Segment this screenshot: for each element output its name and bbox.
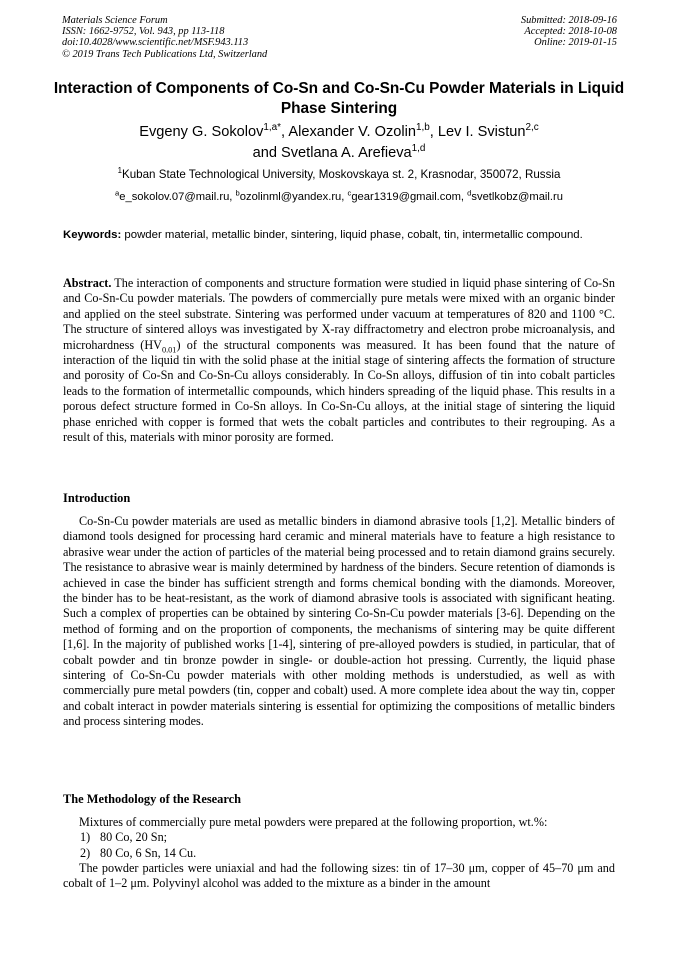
journal-name: Materials Science Forum [62,15,168,26]
author-name: Evgeny G. Sokolov [139,124,264,140]
submitted-date: Submitted: 2018-09-16 [520,15,617,26]
list-item: 1) 80 Co, 20 Sn; [80,830,168,844]
list-number: 2) [80,846,91,860]
copyright-line: © 2019 Trans Tech Publications Ltd, Switzerland [62,48,268,60]
paper-title: Interaction of Components of Co-Sn and Co-Sn-Cu Powder Materials in Liquid Phase Sintering [53,80,625,117]
introduction-paragraph: Co-Sn-Cu powder materials are used as metallic binders in diamond abrasive tools [1,2]. Metallic binders of diamond tools designed for processing hard ceramic and mineral materials have to feature a high resistance to abrasive wear under the action of particles of the material being processed and to retain diamond grains securely. The resistance to abrasive wear is mainly determined by hardness of the binders. Secure retention of diamonds is achieved in case the binder has sufficient strength and forms chemical bonding with the diamonds. Moreover, the binder has to be heat-resistant, as the work of diamond abrasive tools is associated with significant heating. Such a complex of properties can be obtained by sintering Co-Sn-Cu powder materials [3-6]. Depending on the method of forming and on the proportion of components, the mechanisms of sintering may be quite different [1,6]. In the majority of published works [1-4], sintering of pre-alloyed powders is studied, in particular, that of cobalt powder and tin bronze powder in single- or double-action hot pressing. Currently, the liquid phase sintering of Co-Sn-Cu powder materials with other molding methods is understudied, as well as with commercially pure metal powders (tin, copper and cobalt) used. A more complete idea about the way tin, copper and cobalt interact in powder materials sintering is essential for optimizing the compositions of metallic binders and process sintering modes. [63,514,615,729]
email-link[interactable]: e_sokolov.07@mail.ru, [119,191,236,203]
email-link[interactable]: ozolinml@yandex.ru, [239,191,348,203]
list-number: 1) [80,830,91,844]
dates-header [521,15,617,49]
author-list: Evgeny G. Sokolov$^{1,a*}$, Alexander V. Ozolin$^{1,b}$, Lev I. Svistun$^{2,c}$ and Svetlana A. Arefieva$^{1,d}$ [139,122,539,161]
methodology-paragraph: The powder particles were uniaxial and had the following sizes: tin of 17–30 μm, copper of 45–70 μm and cobalt of 1–2 μm. Polyvinyl alcohol was added to the mixture as a binder in the amount [63,861,615,891]
email-link[interactable]: gear1319@gmail.com, [351,191,468,203]
author-affiliation-mark: 1,d [411,143,426,155]
abstract-label: Abstract. [63,276,112,290]
author-emails: $^a$e_sokolov.07@mail.ru, $^b$ozolinml@yandex.ru, $^c$gear1319@gmail.com, $^d$svetlkobz@mail.ru [115,188,563,203]
author-affiliation-mark: 2,c [525,122,539,134]
author-name: Lev I. Svistun [437,124,526,140]
author-name: and Svetlana A. Arefieva [252,145,412,161]
keywords [63,228,615,242]
section-heading-methodology: The Methodology of the Research [63,792,242,806]
issn-line: ISSN: 1662-9752, Vol. 943, pp 113-118 [62,26,225,38]
accepted-date: Accepted: 2018-10-08 [524,26,617,38]
keywords-label: Keywords: [63,229,122,241]
email-link[interactable]: svetlkobz@mail.ru [471,191,563,203]
online-date: Online: 2019-01-15 [534,37,617,49]
affiliation: $^1$Kuban State Technological University, Moskovskaya st. 2, Krasnodar, 350072, Russia [117,166,561,181]
author-affiliation-mark: 1,b [416,122,430,134]
author-affiliation-mark: 1,a* [263,122,282,134]
section-heading-introduction: Introduction [63,491,131,505]
journal-header [62,15,267,60]
methodology-paragraph: Mixtures of commercially pure metal powders were prepared at the following proportion, wt.%: [79,815,548,829]
keywords-text: powder material, metallic binder, sintering, liquid phase, cobalt, tin, intermetallic compound. [121,229,583,241]
abstract: Abstract. The interaction of components and structure formation were studied in liquid phase sintering of Co-Sn and Co-Sn-Cu powder materials. The powders of commercially pure metals were mixed with an organic binder and applied on the steel substrate. Sintering was performed under vacuum at temperatures of 820 and 1100 °C. The structure of sintered alloys was investigated by X-ray diffractometry and electron probe microanalysis, and microhardness $(HV_{0.01})$ of the structural components was measured. It has been found that the nature of interaction of the liquid tin with the solid phase at the initial stage of sintering affects the formation of structure and porosity of Co-Sn and Co-Sn-Cu alloys considerably. In Co-Sn alloys, diffusion of tin into cobalt particles leads to the formation of intermetallic compounds, which hinders spreading of the liquid phase. This results in a porous defect structure formed in Co-Sn alloys. In Co-Sn-Cu alloys, at the initial stage of sintering the liquid phase enriched with copper is formed that wets the cobalt particles and contributes to their regrouping. As a result of this, materials with minor porosity are formed. [63,276,616,445]
author-name: Alexander V. Ozolin [288,124,416,140]
doi-line: doi:10.4028/www.scientific.net/MSF.943.113 [62,37,249,49]
list-item: 2) 80 Co, 6 Sn, 14 Cu. [80,846,197,860]
